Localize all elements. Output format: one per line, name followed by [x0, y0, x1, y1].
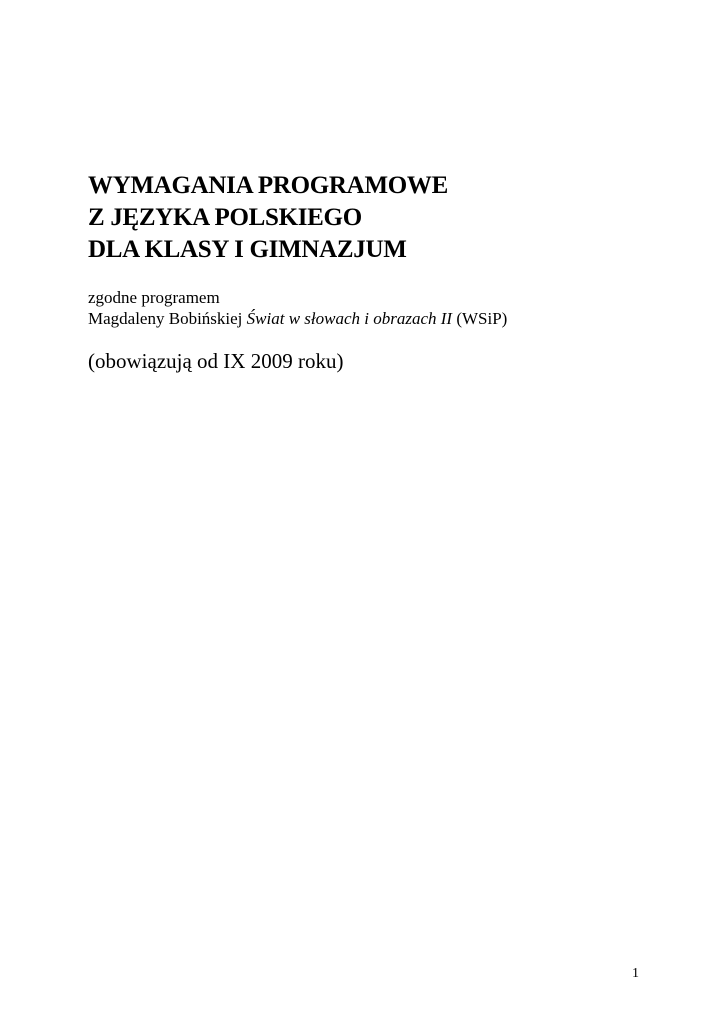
page-number: 1: [632, 966, 639, 981]
title-line-1: WYMAGANIA PROGRAMOWE: [88, 172, 448, 199]
document-title: [88, 170, 648, 266]
publisher: (WSiP): [452, 309, 508, 328]
author-name: Magdaleny Bobińskiej: [88, 309, 247, 328]
book-title: Świat w słowach i obrazach II: [246, 309, 453, 328]
title-line-3: DLA KLASY I GIMNAZJUM: [88, 236, 407, 263]
validity-note: (obowiązują od IX 2009 roku): [88, 349, 344, 373]
program-description: [88, 287, 648, 329]
subtitle-line-1: zgodne programem: [88, 288, 220, 307]
subtitle-line-2: [88, 308, 648, 329]
title-line-2: Z JĘZYKA POLSKIEGO: [88, 204, 362, 231]
